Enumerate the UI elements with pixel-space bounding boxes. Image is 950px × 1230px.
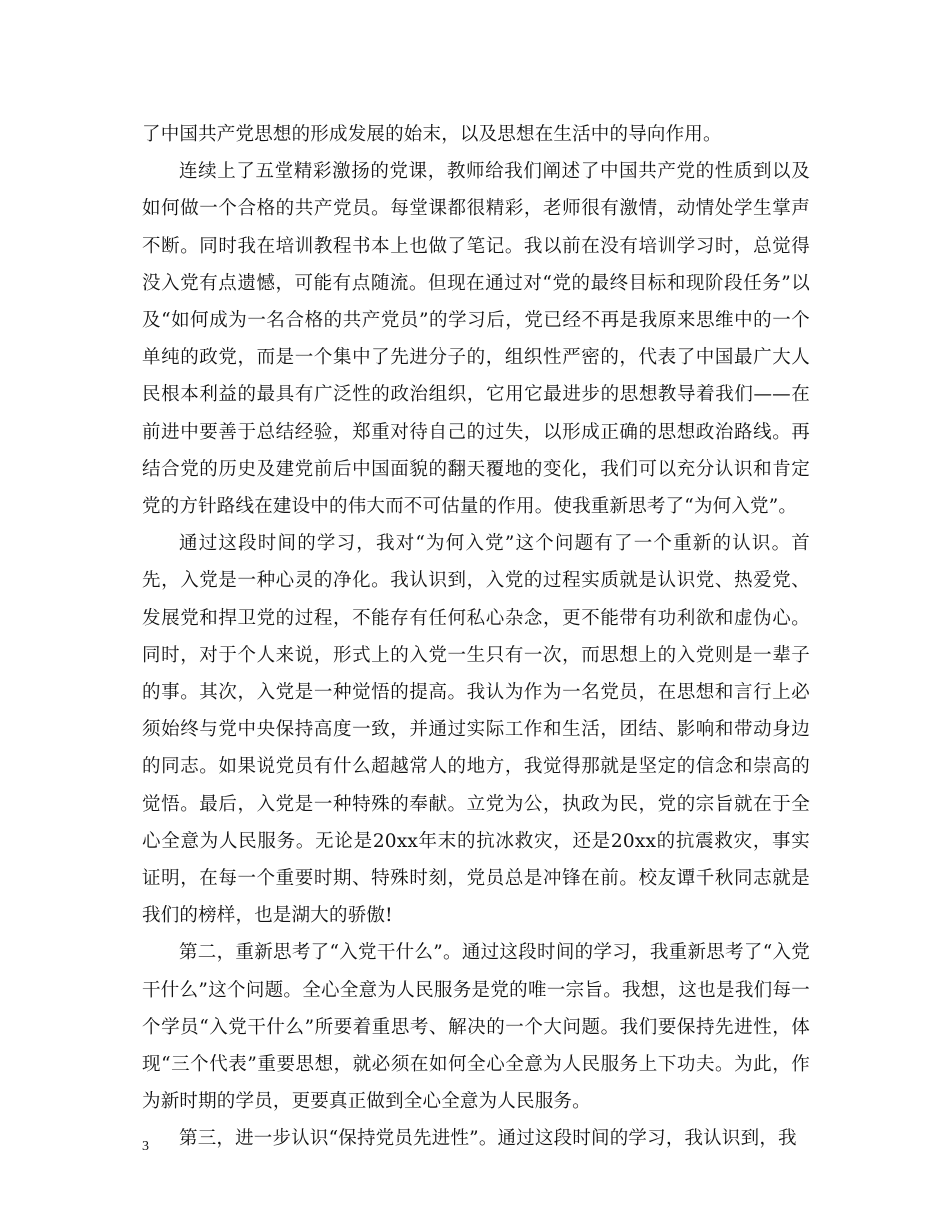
paragraph-continuation: 了中国共产党思想的形成发展的始末，以及思想在生活中的导向作用。 [142, 124, 722, 145]
body-text [142, 116, 810, 1158]
paragraph-party-member-advancement: 第三，进一步认识“保持党员先进性”。通过这段时间的学习，我认识到，我 [179, 1128, 797, 1150]
page-number: 3 [142, 1139, 149, 1154]
paragraph-party-lectures: 连续上了五堂精彩激扬的党课，教师给我们阐述了中国共产党的性质到以及如何做一个合格的共产党员。每堂课都很精彩，老师很有激情，动情处学生掌声不断。同时我在培训教程书本上也做了笔记。我以前在没有培训学习时，总觉得没入党有点遗憾，可能有点随流。但现在通过对“党的最终目标和现阶段任务”以及“如何成为一名合格的共产党员”的学习后，党已经不再是我原来思维中的一个单纯的政党，而是一个集中了先进分子的，组织性严密的，代表了中国最广大人民根本利益的最具有广泛性的政治组织，它用它最进步的思想教导着我们——在前进中要善于总结经验，郑重对待自己的过失，以形成正确的思想政治路线。再结合党的历史及建党前后中国面貌的翻天覆地的变化，我们可以充分认识和肯定党的方针路线在建设中的伟大而不可估量的作用。使我重新思考了“为何入党”。 [142, 161, 810, 518]
paragraph-what-to-do-after-joining: 第二，重新思考了“入党干什么”。通过这段时间的学习，我重新思考了“入党干什么”这个问题。全心全意为人民服务是党的唯一宗旨。我想，这也是我们每一个学员“入党干什么”所要着重思考、解决的一个大问题。我们要保持先进性，体现“三个代表”重要思想，就必须在如何全心全意为人民服务上下功夫。为此，作为新时期的学员，更要真正做到全心全意为人民服务。 [142, 942, 810, 1113]
paragraph-why-join-party: 通过这段时间的学习，我对“为何入党”这个问题有了一个重新的认识。首先，入党是一种心灵的净化。我认识到，入党的过程实质就是认识党、热爱党、发展党和捍卫党的过程，不能存有任何私心杂念，更不能带有功利欲和虚伪心。同时，对于个人来说，形式上的入党一生只有一次，而思想上的入党则是一辈子的事。其次，入党是一种觉悟的提高。我认为作为一名党员，在思想和言行上必须始终与党中央保持高度一致，并通过实际工作和生活，团结、影响和带动身边的同志。如果说党员有什么超越常人的地方，我觉得那就是坚定的信念和崇高的觉悟。最后，入党是一种特殊的奉献。立党为公，执政为民，党的宗旨就在于全心全意为人民服务。无论是20xx年末的抗冰救灾，还是20xx的抗震救灾，事实证明，在每一个重要时期、特殊时刻，党员总是冲锋在前。校友谭千秋同志就是我们的榜样，也是湖大的骄傲! [142, 533, 810, 927]
